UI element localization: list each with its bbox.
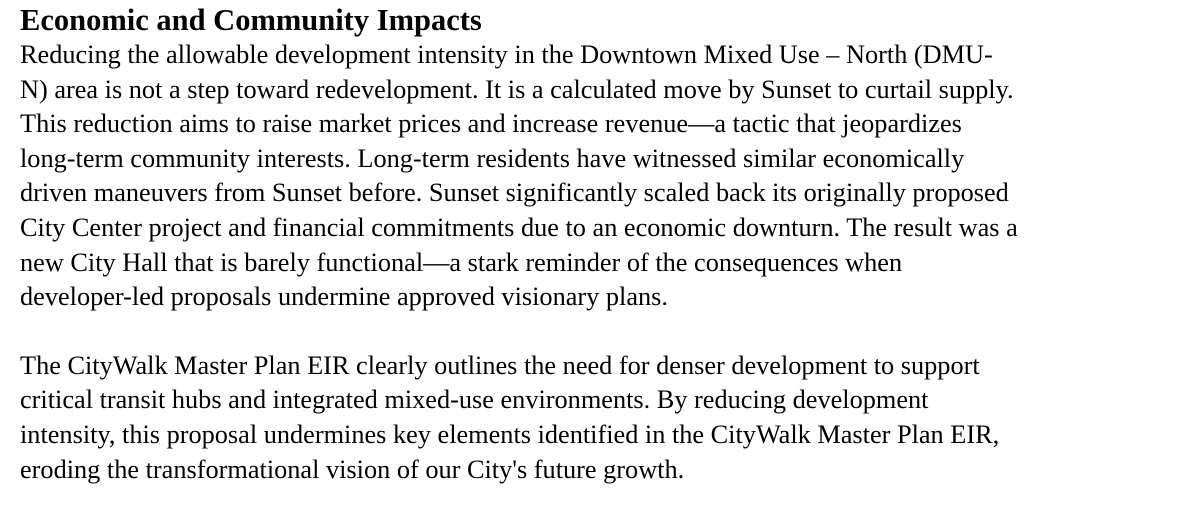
paragraph-economic-impacts <box>20 38 1182 315</box>
paragraph-line: long-term community interests. Long-term residents have witnessed similar economically <box>20 143 965 173</box>
paragraph-line: City Center project and financial commitments due to an economic downturn. The result was a <box>20 212 1018 242</box>
paragraph-line: N) area is not a step toward redevelopment. It is a calculated move by Sunset to curtail supply. <box>20 74 1014 104</box>
paragraph-line: driven maneuvers from Sunset before. Sunset significantly scaled back its originally proposed <box>20 178 1009 208</box>
paragraph-line: critical transit hubs and integrated mixed-use environments. By reducing development <box>20 385 929 415</box>
section-heading: Economic and Community Impacts <box>20 3 482 37</box>
paragraph-line: intensity, this proposal undermines key elements identified in the CityWalk Master Plan EIR, <box>20 419 1000 449</box>
paragraph-line: eroding the transformational vision of our City's future growth. <box>20 454 685 484</box>
paragraph-line: The CityWalk Master Plan EIR clearly outlines the need for denser development to support <box>20 350 980 380</box>
paragraph-line: developer-led proposals undermine approved visionary plans. <box>20 282 668 312</box>
paragraph-line: This reduction aims to raise market prices and increase revenue—a tactic that jeopardizes <box>20 109 962 139</box>
paragraph-line: Reducing the allowable development intensity in the Downtown Mixed Use – North (DMU- <box>20 40 993 69</box>
paragraph-citywalk-plan <box>20 349 1182 487</box>
paragraph-spacer <box>20 315 1182 349</box>
paragraph-line: new City Hall that is barely functional—a stark reminder of the consequences when <box>20 247 903 277</box>
